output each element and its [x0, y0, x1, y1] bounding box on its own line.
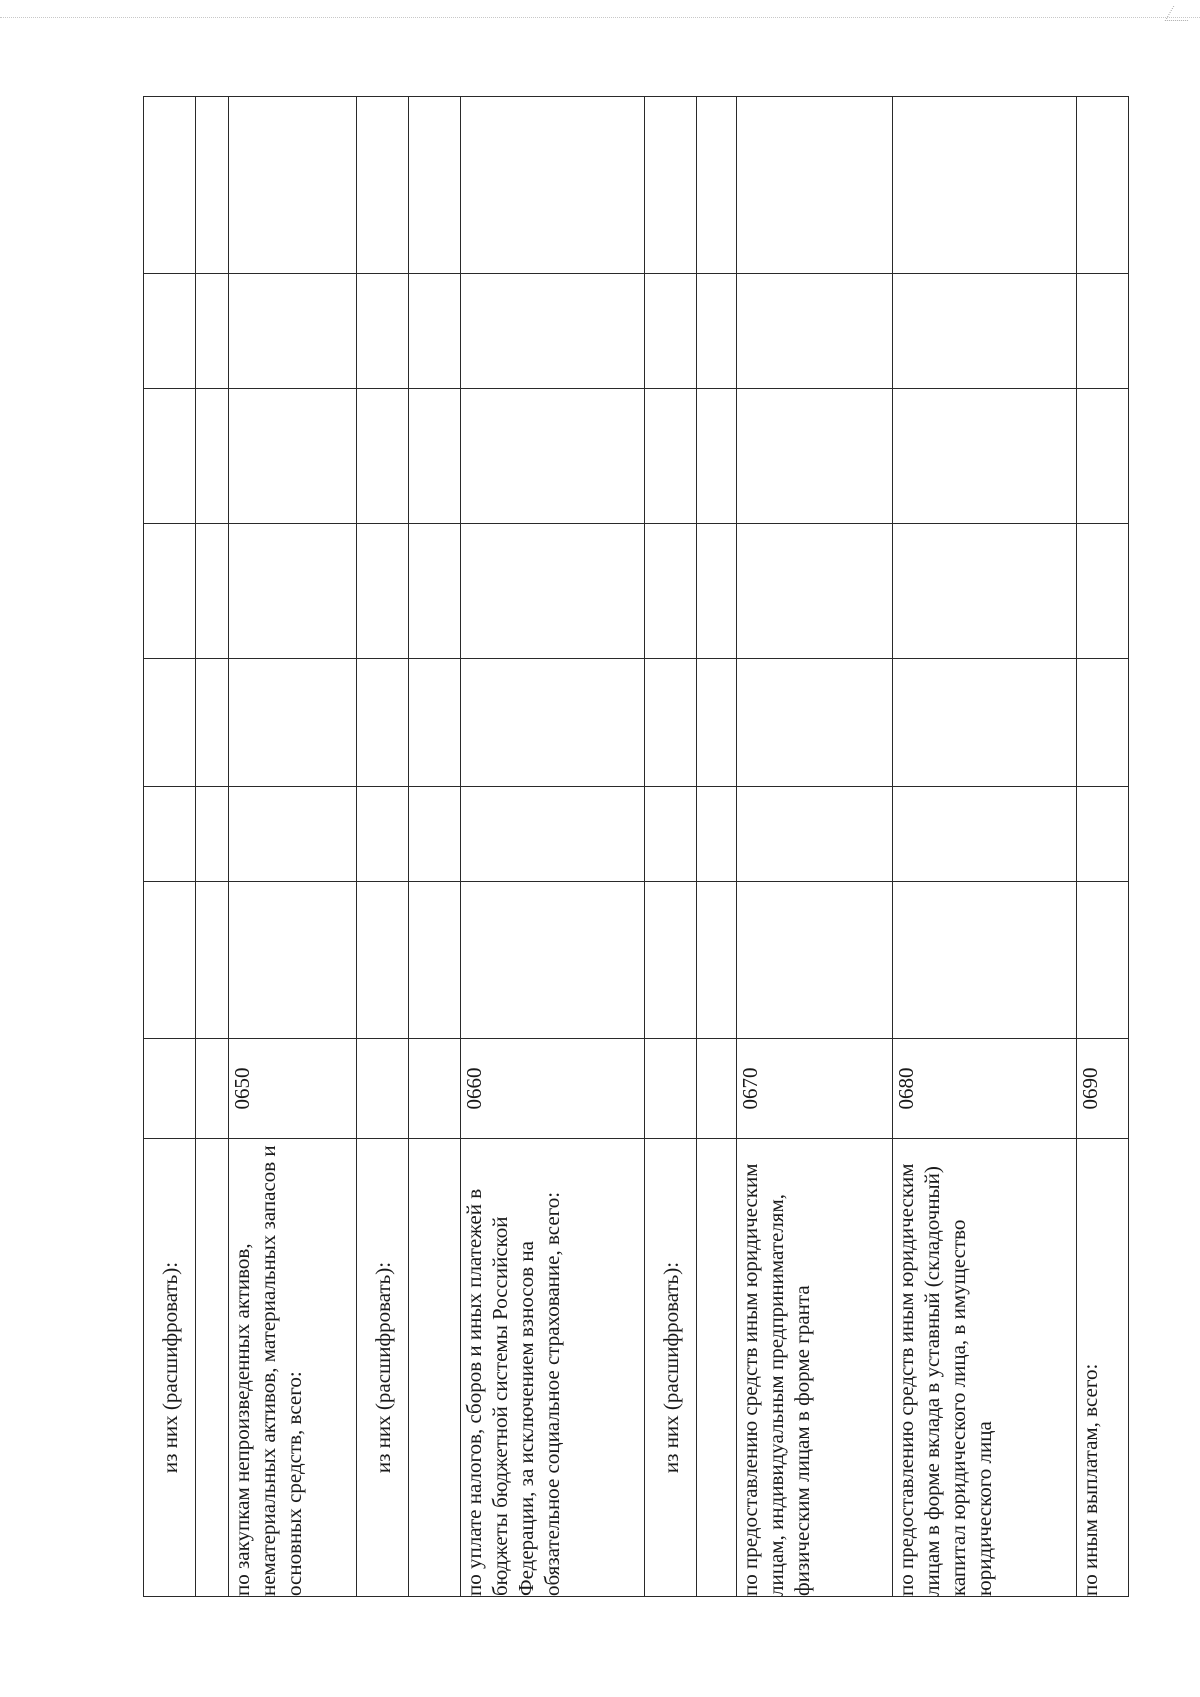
table-row	[461, 97, 645, 1597]
value-cell	[409, 389, 461, 524]
value-cell	[697, 274, 737, 389]
value-cell	[229, 274, 357, 389]
value-cell	[196, 882, 229, 1039]
value-cell	[409, 882, 461, 1039]
value-cell	[144, 787, 196, 882]
value-cell	[893, 274, 1077, 389]
value-cell	[409, 787, 461, 882]
value-cell	[144, 524, 196, 659]
value-cell	[697, 882, 737, 1039]
value-cell	[1077, 97, 1129, 274]
value-cell	[144, 389, 196, 524]
expenditure-table	[143, 96, 1129, 1597]
value-cell	[357, 274, 409, 389]
scan-edge-line	[0, 17, 1200, 18]
value-cell	[357, 524, 409, 659]
value-cell	[1077, 787, 1129, 882]
value-cell	[461, 659, 645, 787]
value-cell	[645, 659, 697, 787]
value-cell	[1077, 274, 1129, 389]
table-row	[1077, 97, 1129, 1597]
value-cell	[697, 524, 737, 659]
value-cell	[645, 389, 697, 524]
row-code: 0660	[461, 1039, 645, 1139]
value-cell	[461, 389, 645, 524]
value-cell	[893, 389, 1077, 524]
value-cell	[697, 389, 737, 524]
value-cell	[144, 274, 196, 389]
row-label: из них (расшифровать):	[357, 1139, 409, 1597]
value-cell	[144, 97, 196, 274]
row-code	[196, 1039, 229, 1139]
value-cell	[357, 882, 409, 1039]
table-row	[737, 97, 893, 1597]
table-row	[144, 97, 196, 1597]
table-row	[229, 97, 357, 1597]
table-row	[409, 97, 461, 1597]
scan-corner-mark	[1165, 6, 1197, 21]
value-cell	[357, 659, 409, 787]
value-cell	[645, 882, 697, 1039]
value-cell	[645, 524, 697, 659]
value-cell	[737, 97, 893, 274]
value-cell	[645, 97, 697, 274]
value-cell	[409, 659, 461, 787]
table-row	[893, 97, 1077, 1597]
value-cell	[893, 659, 1077, 787]
value-cell	[461, 274, 645, 389]
value-cell	[1077, 659, 1129, 787]
value-cell	[893, 882, 1077, 1039]
value-cell	[737, 389, 893, 524]
value-cell	[893, 787, 1077, 882]
value-cell	[229, 389, 357, 524]
row-label: из них (расшифровать):	[645, 1139, 697, 1597]
value-cell	[229, 882, 357, 1039]
row-label: по уплате налогов, сборов и иных платежей в бюджеты бюджетной системы Российской Федерации, за исключением взносов на обязательное социальное страхование, всего:	[461, 1139, 645, 1597]
value-cell	[144, 882, 196, 1039]
value-cell	[645, 787, 697, 882]
value-cell	[357, 787, 409, 882]
row-label: из них (расшифровать):	[144, 1139, 196, 1597]
value-cell	[697, 787, 737, 882]
value-cell	[409, 524, 461, 659]
row-code: 0650	[229, 1039, 357, 1139]
value-cell	[196, 274, 229, 389]
table-row	[196, 97, 229, 1597]
value-cell	[697, 97, 737, 274]
row-code	[697, 1039, 737, 1139]
row-label	[196, 1139, 229, 1597]
row-code: 0690	[1077, 1039, 1129, 1139]
value-cell	[461, 882, 645, 1039]
value-cell	[893, 524, 1077, 659]
value-cell	[1077, 524, 1129, 659]
value-cell	[196, 389, 229, 524]
value-cell	[229, 787, 357, 882]
rotated-table-container	[143, 97, 1128, 1597]
table-row	[357, 97, 409, 1597]
value-cell	[737, 882, 893, 1039]
value-cell	[1077, 389, 1129, 524]
row-code	[409, 1039, 461, 1139]
value-cell	[196, 787, 229, 882]
value-cell	[737, 787, 893, 882]
row-label: по предоставлению средств иным юридическим лицам, индивидуальным предпринимателям, физическим лицам в форме гранта	[737, 1139, 893, 1597]
value-cell	[645, 274, 697, 389]
value-cell	[893, 97, 1077, 274]
row-code: 0670	[737, 1039, 893, 1139]
row-code: 0680	[893, 1039, 1077, 1139]
row-label	[697, 1139, 737, 1597]
value-cell	[461, 97, 645, 274]
value-cell	[409, 274, 461, 389]
value-cell	[196, 659, 229, 787]
value-cell	[196, 524, 229, 659]
table-row	[697, 97, 737, 1597]
row-code	[144, 1039, 196, 1139]
value-cell	[357, 97, 409, 274]
value-cell	[697, 659, 737, 787]
value-cell	[229, 97, 357, 274]
row-code	[357, 1039, 409, 1139]
value-cell	[737, 659, 893, 787]
table-row	[645, 97, 697, 1597]
value-cell	[737, 274, 893, 389]
value-cell	[229, 524, 357, 659]
value-cell	[461, 524, 645, 659]
row-label: по закупкам непроизведенных активов, нематериальных активов, материальных запасов и основных средств, всего:	[229, 1139, 357, 1597]
row-label: по предоставлению средств иным юридическим лицам в форме вклада в уставный (складочный) капитал юридического лица, в имущество юридического лица	[893, 1139, 1077, 1597]
value-cell	[1077, 882, 1129, 1039]
value-cell	[461, 787, 645, 882]
row-label: по иным выплатам, всего:	[1077, 1139, 1129, 1597]
row-label	[409, 1139, 461, 1597]
value-cell	[737, 524, 893, 659]
value-cell	[357, 389, 409, 524]
value-cell	[409, 97, 461, 274]
value-cell	[229, 659, 357, 787]
row-code	[645, 1039, 697, 1139]
value-cell	[144, 659, 196, 787]
value-cell	[196, 97, 229, 274]
